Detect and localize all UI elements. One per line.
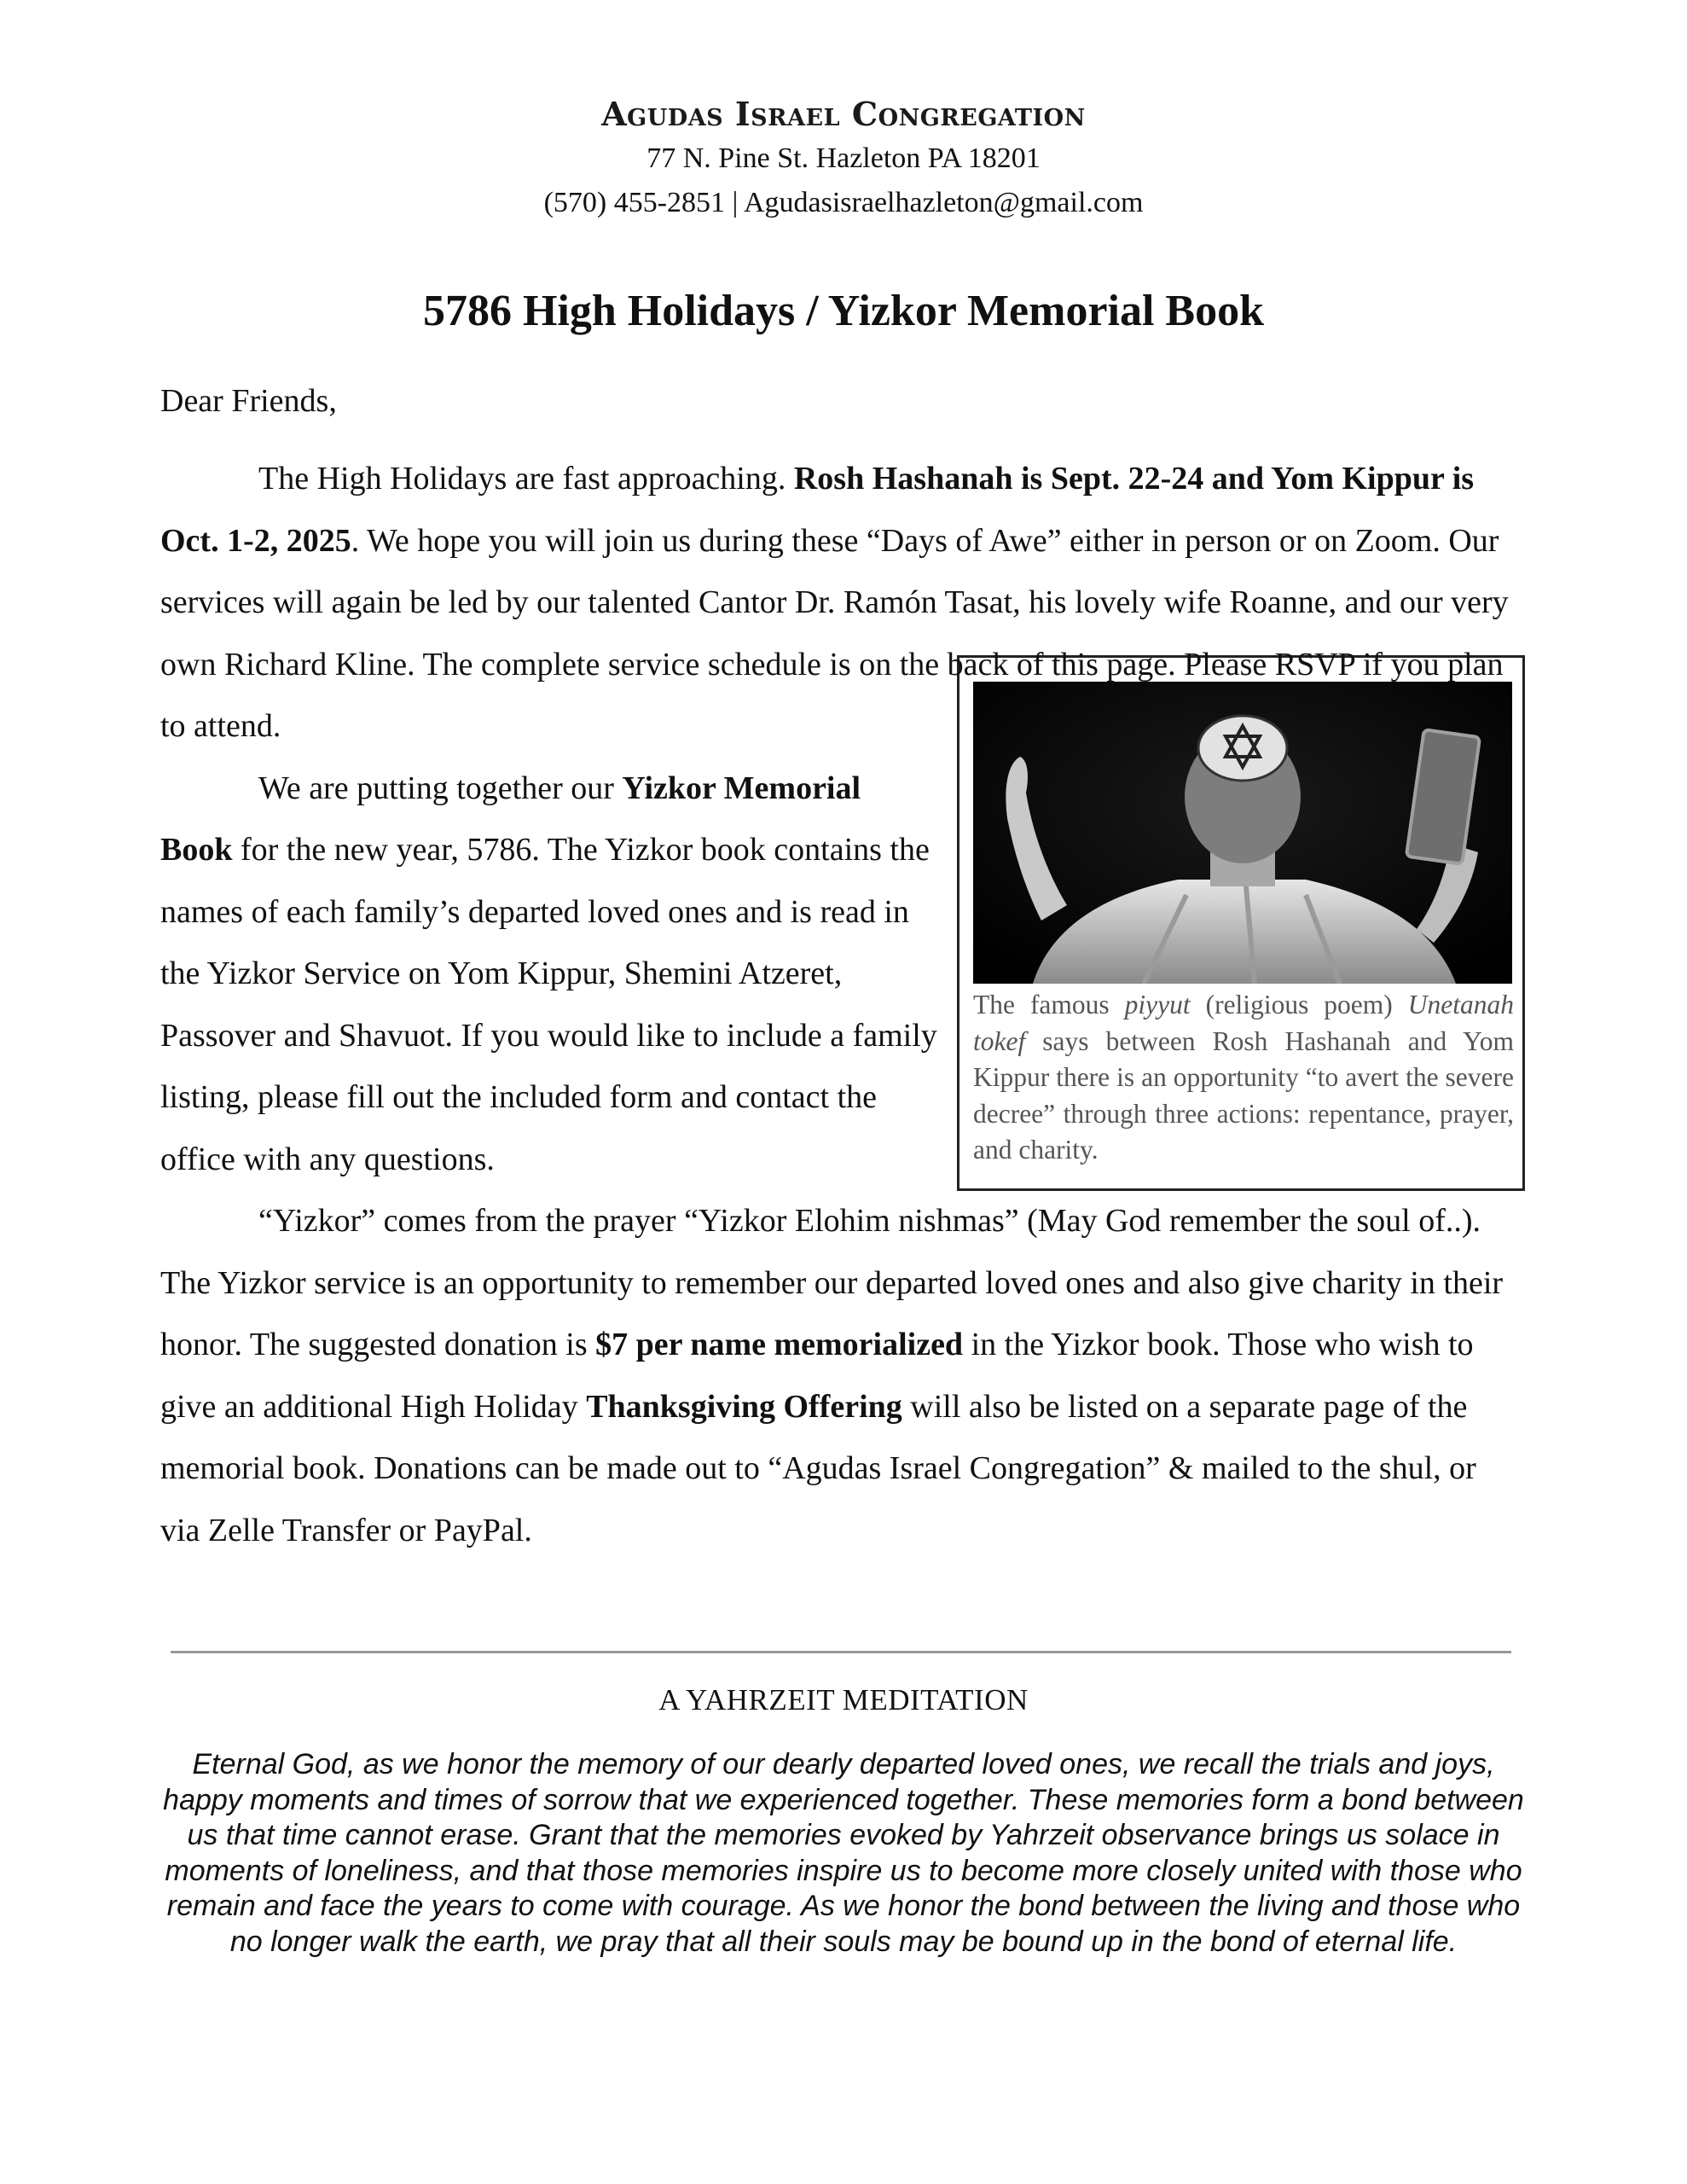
yizkor-book-text-2: for the new year, 5786. The Yizkor book contains the names of each family’s departed loved ones and is read in the Yizkor Service on Yom Kippur, Shemini Atzeret, Passover and Shavuot. If you would like to include a family listing, please fill out the included form and contact the office with any questions.	[160, 832, 937, 1177]
meditation-title: A YAHRZEIT MEDITATION	[658, 1683, 1029, 1716]
letter-body	[160, 448, 1516, 1561]
holidays-text-2: . We hope you will join us during these “Days of Awe” either in person or on Zoom. Our services will again be led by our talented Cantor Dr. Ramón Tasat, his lovely wife Roanne, and our very own Richard Kline. The complete service schedule is on the back of this page. Please RSVP if you plan to attend.	[160, 522, 1509, 744]
holidays-dates: Rosh Hashanah is Sept. 22-24 and Yom Kippur is Oct. 1-2, 2025	[160, 461, 1475, 559]
thanksgiving-offering: Thanksgiving Offering	[586, 1388, 902, 1425]
donation-text-3: will also be listed on a separate page of the memorial book. Donations can be made out to “Agudas Israel Congregation” & mailed to the shul, or via Zelle Transfer or PayPal.	[160, 1388, 1476, 1548]
donation-text-1: “Yizkor” comes from the prayer “Yizkor Elohim nishmas” (May God remember the soul of..). The Yizkor service is an opportunity to remember our departed loved ones and also give charity in their honor. The suggested donation is	[160, 1203, 1504, 1362]
donation-amount: $7 per name memorialized	[595, 1327, 964, 1362]
caption-text-3: says between Rosh Hashanah and Yom Kippur there is an opportunity “to avert the severe decree” through three actions: repentance, prayer, and charity.	[973, 1025, 1514, 1165]
caption-text-1: The famous	[973, 990, 1125, 1019]
caption-term-unetanah-tokef: Unetanah tokef	[973, 990, 1514, 1056]
paragraph-holidays	[160, 448, 1516, 758]
paragraph-yizkor-book	[160, 758, 940, 1191]
donation-text-2: in the Yizkor book. Those who wish to give an additional High Holiday	[160, 1327, 1474, 1425]
yizkor-book-text-1: We are putting together our	[258, 770, 623, 806]
document-title: 5786 High Holidays / Yizkor Memorial Book	[422, 287, 1265, 335]
section-divider	[171, 1651, 1511, 1653]
organization-name: Agudas Israel Congregation	[601, 95, 1086, 133]
caption-term-piyyut: piyyut	[1124, 990, 1191, 1019]
meditation-text: Eternal God, as we honor the memory of our dearly departed loved ones, we recall the trials and joys, happy moments and times of sorrow that we experienced together. These memories form a bond between us that time cannot erase. Grant that the memories evoked by Yahrzeit observance brings us solace in moments of loneliness, and that those memories inspire us to become more closely united with those who remain and face the years to come with courage. As we honor the bond between the living and those who no longer walk the earth, we pray that all their souls may be bound up in the bond of eternal life.	[163, 1748, 1524, 1958]
yizkor-book-name: Yizkor Memorial Book	[160, 770, 861, 868]
holidays-text-1: The High Holidays are fast approaching.	[258, 461, 794, 497]
address-line: 77 N. Pine St. Hazleton PA 18201	[646, 142, 1041, 174]
caption-text-2: (religious poem)	[1190, 990, 1408, 1019]
paragraph-donation	[160, 1190, 1516, 1561]
letterhead	[0, 92, 1687, 225]
contact-line: (570) 455-2851 | Agudasisraelhazleton@gmail.com	[543, 187, 1144, 218]
salutation: Dear Friends,	[160, 383, 337, 419]
